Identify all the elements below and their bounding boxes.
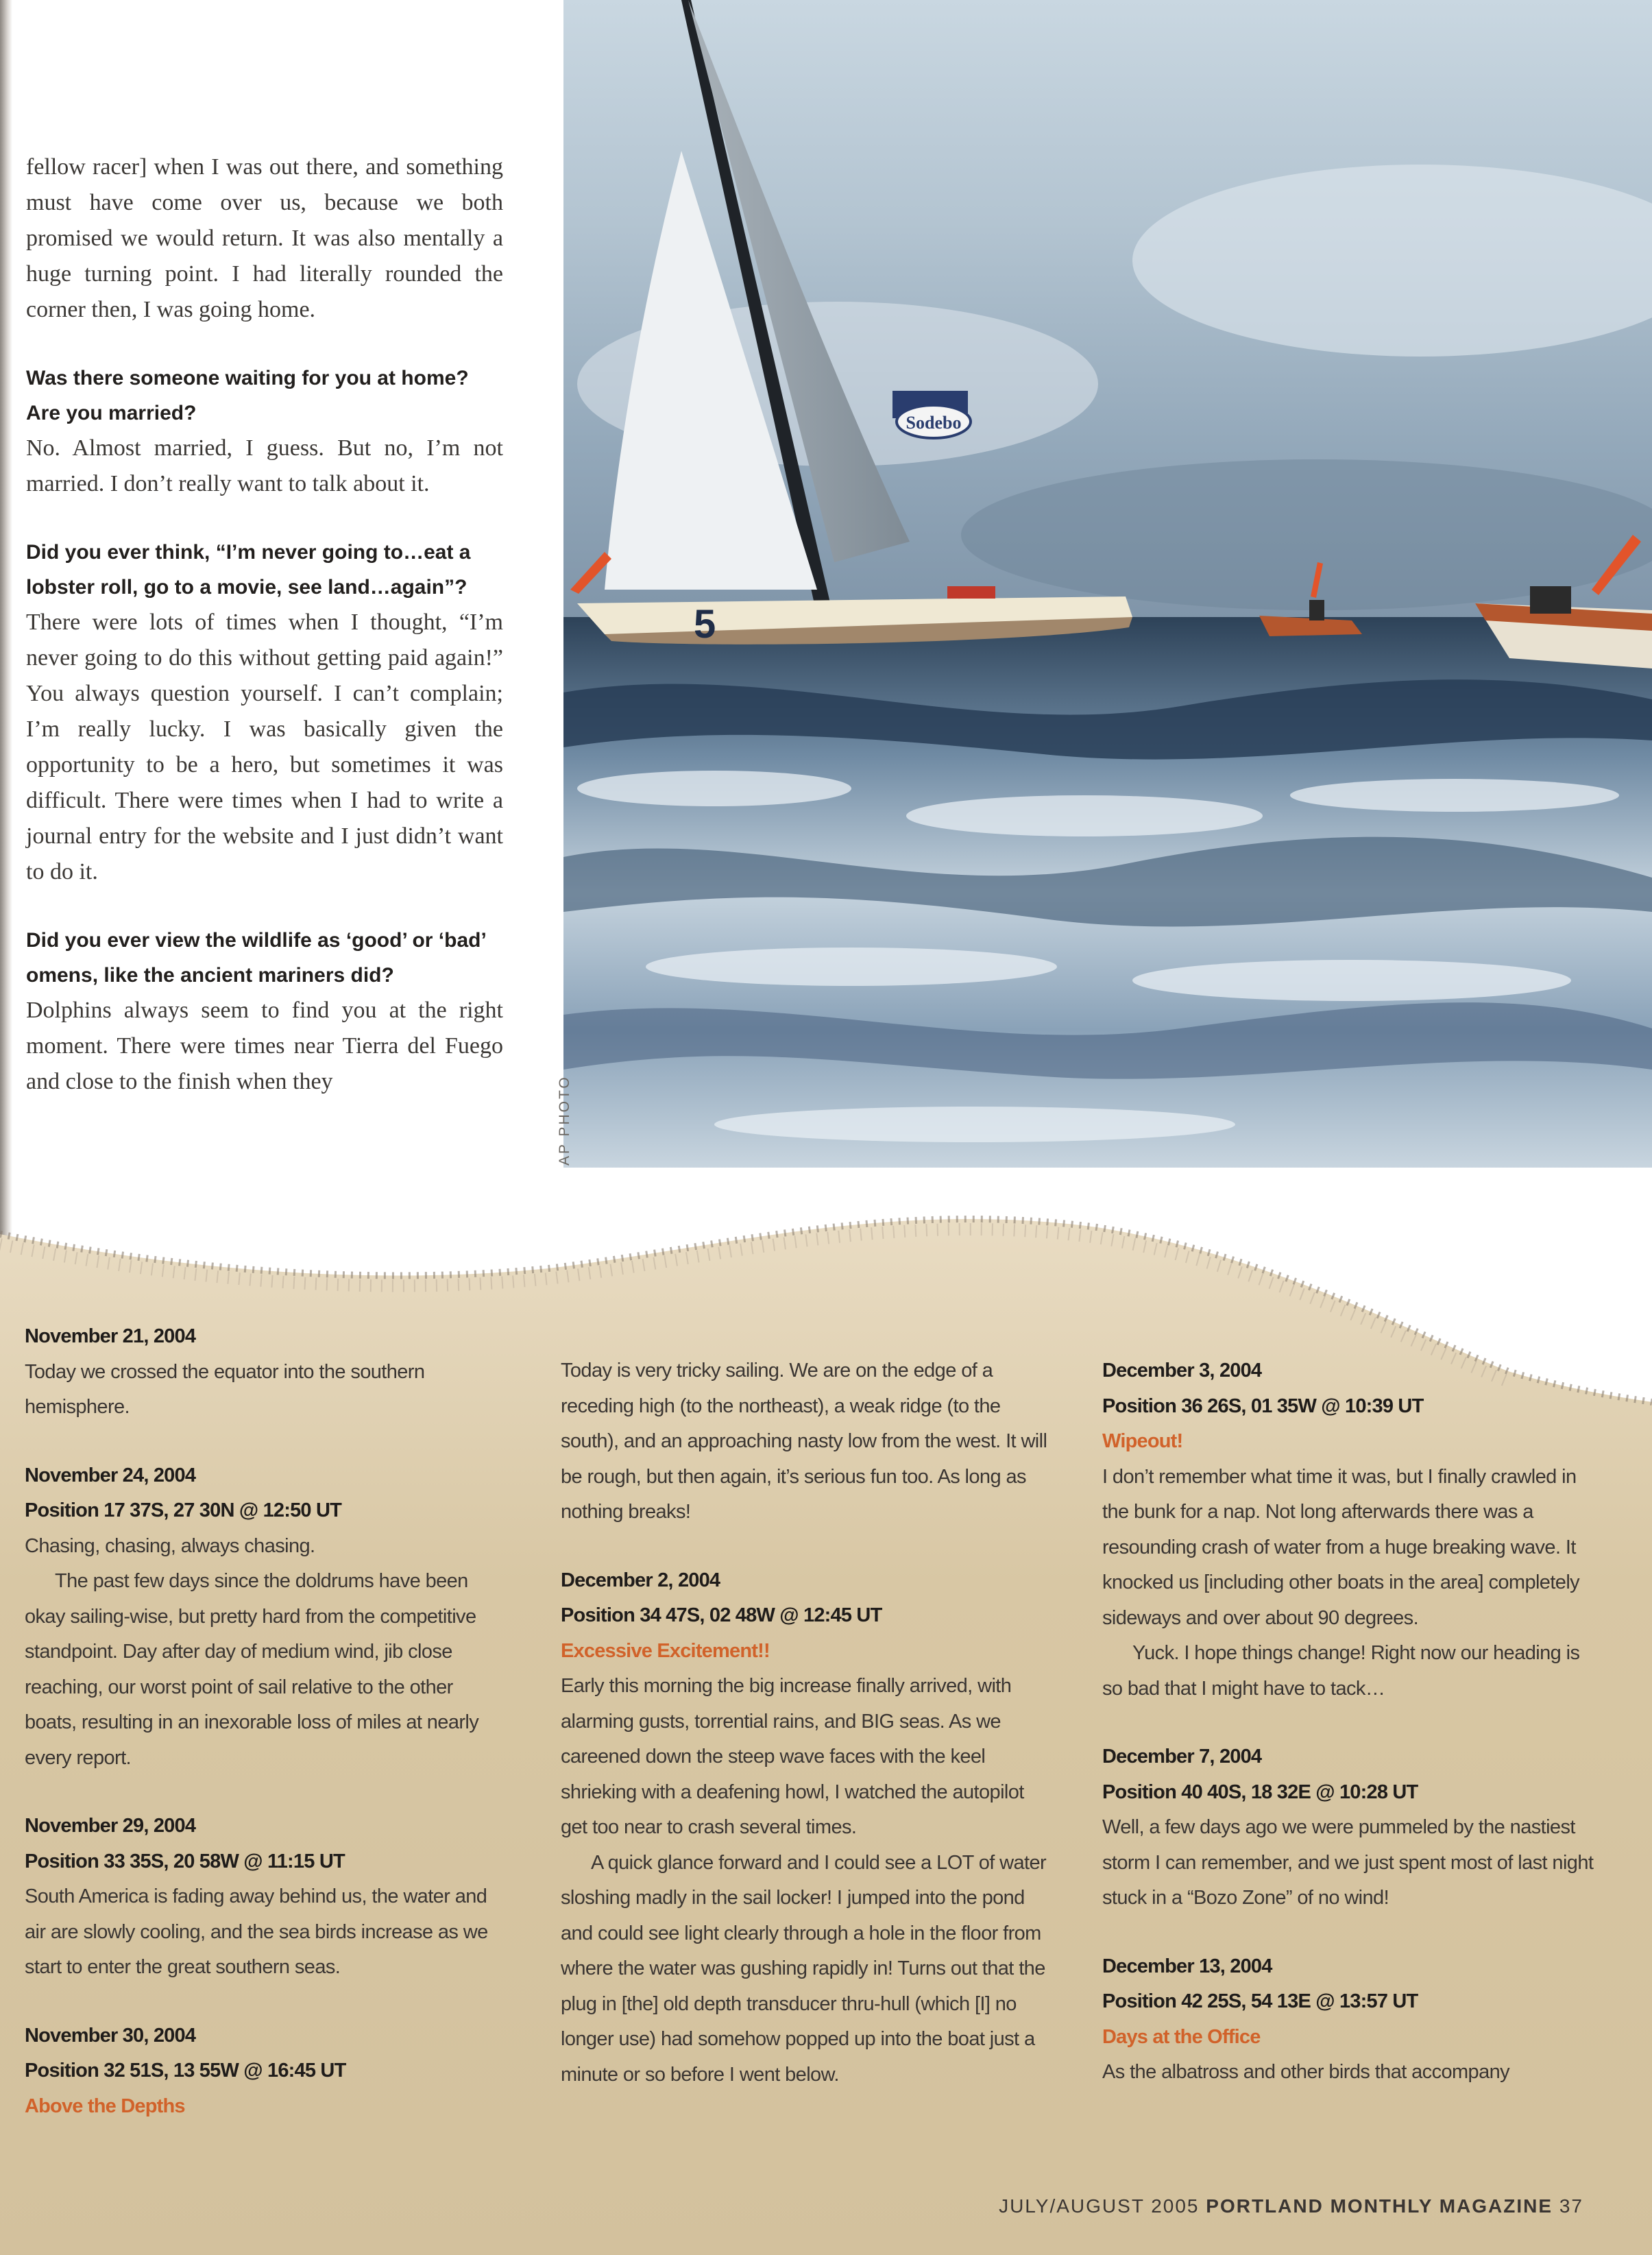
- log-position: Position 32 51S, 13 55W @ 16:45 UT: [25, 2060, 346, 2082]
- sailboat-photo: [563, 0, 1652, 1168]
- log-text: Chasing, chasing, always chasing.: [25, 1534, 315, 1557]
- log-column-2: [561, 1353, 1054, 2125]
- log-date: December 13, 2004: [1102, 1955, 1272, 1977]
- log-entry: [561, 1563, 1054, 2093]
- log-text: Yuck. I hope things change! Right now our heading is so bad that I might have to tack…: [1102, 1642, 1580, 1700]
- log-headline: Wipeout!: [1102, 1430, 1183, 1452]
- log-column-3: [1102, 1353, 1596, 2123]
- interview-answer: There were lots of times when I thought, “I’m never going to do this without getting paid again!” You always question yourself. I can’t complain; I’m really lucky. I was basically given the opportunity to be a hero, but sometimes it was difficult. There were times when I had to write a journal entry for the website and I just didn’t want to do it.: [26, 610, 503, 884]
- interview-question: Was there someone waiting for you at home? Are you married?: [26, 367, 469, 424]
- photo-credit: AP PHOTO: [557, 1075, 572, 1166]
- log-text: Today is very tricky sailing. We are on the edge of a receding high (to the northeast), a weak ridge (to the south), and an approaching nasty low from the west. It will be rough, but then again, it’s serious fun too. As long as nothing breaks!: [561, 1360, 1047, 1523]
- log-date: December 3, 2004: [1102, 1360, 1262, 1382]
- interview-intro: fellow racer] when I was out there, and something must have come over us, because we both promised we would return. It was also mentally a huge turning point. I had literally rounded the corner then, I was going home.: [26, 154, 503, 322]
- log-entry: [25, 1319, 505, 1425]
- log-text: A quick glance forward and I could see a LOT of water sloshing madly in the sail locker! I jumped into the pond and could see light clearly through a hole in the floor from where the water was gushing rapidly in! Turns out that the plug in [the] old depth transducer thru-hull (which [I] no longer use) had somehow popped up into the boat just a minute or so before I went below.: [561, 1851, 1047, 2086]
- log-position: Position 33 35S, 20 58W @ 11:15 UT: [25, 1850, 345, 1872]
- page-number: 37: [1559, 2195, 1583, 2217]
- sail-sponsor-logo: Sodebo: [906, 413, 962, 433]
- log-entry: [25, 2018, 505, 2125]
- log-position: Position 42 25S, 54 13E @ 13:57 UT: [1102, 1990, 1418, 2012]
- log-date: December 2, 2004: [561, 1569, 720, 1591]
- log-date: November 30, 2004: [25, 2024, 196, 2047]
- log-text: South America is fading away behind us, the water and air are slowly cooling, and the sea birds increase as we start to enter the great southern seas.: [25, 1885, 488, 1978]
- log-date: December 7, 2004: [1102, 1746, 1262, 1768]
- issue-date: JULY/AUGUST 2005: [999, 2195, 1200, 2217]
- interview-question: Did you ever think, “I’m never going to…eat a lobster roll, go to a movie, see land…again”?: [26, 541, 471, 599]
- log-entry: [1102, 1353, 1596, 1707]
- log-date: November 21, 2004: [25, 1325, 196, 1347]
- log-entry: [25, 1458, 505, 1776]
- log-headline: Excessive Excitement!!: [561, 1639, 770, 1662]
- log-headline: Above the Depths: [25, 2095, 185, 2117]
- log-position: Position 17 37S, 27 30N @ 12:50 UT: [25, 1499, 342, 1521]
- log-position: Position 34 47S, 02 48W @ 12:45 UT: [561, 1604, 882, 1626]
- log-text: The past few days since the doldrums have been okay sailing-wise, but pretty hard from the competitive standpoint. Day after day of medium wind, jib close reaching, our worst point of sail relative to the other boats, resulting in an inexorable loss of miles at nearly every report.: [25, 1570, 479, 1769]
- log-entry: [1102, 1949, 1596, 2090]
- interview-column: [26, 149, 503, 1100]
- log-column-1: [25, 1319, 505, 2157]
- log-date: November 29, 2004: [25, 1815, 196, 1837]
- log-entry: [561, 1353, 1054, 1530]
- log-text: Today we crossed the equator into the southern hemisphere.: [25, 1360, 425, 1418]
- log-entry: [1102, 1739, 1596, 1916]
- log-entry: [25, 1809, 505, 1986]
- magazine-name: PORTLAND MONTHLY MAGAZINE: [1206, 2195, 1553, 2217]
- interview-answer: No. Almost married, I guess. But no, I’m not married. I don’t really want to talk about it.: [26, 435, 503, 496]
- log-headline: Days at the Office: [1102, 2025, 1261, 2048]
- interview-answer: Dolphins always seem to find you at the right moment. There were times near Tierra del Fuego and close to the finish when they: [26, 998, 503, 1094]
- page-footer: [999, 2195, 1583, 2217]
- interview-question: Did you ever view the wildlife as ‘good’ or ‘bad’ omens, like the ancient mariners did?: [26, 929, 486, 987]
- log-text: Well, a few days ago we were pummeled by the nastiest storm I can remember, and we just spent most of last night stuck in a “Bozo Zone” of no wind!: [1102, 1816, 1594, 1909]
- log-text: I don’t remember what time it was, but I finally crawled in the bunk for a nap. Not long afterwards there was a resounding crash of water from a huge breaking wave. It knocked us [including other boats in the area] completely sideways and over about 90 degrees.: [1102, 1465, 1580, 1629]
- log-text: As the albatross and other birds that accompany: [1102, 2061, 1510, 2083]
- hull-number: 5: [694, 602, 716, 647]
- log-position: Position 36 26S, 01 35W @ 10:39 UT: [1102, 1395, 1424, 1417]
- log-text: Early this morning the big increase finally arrived, with alarming gusts, torrential rains, and BIG seas. As we careened down the steep wave faces with the keel shrieking with a deafening howl, I watched the autopilot get too near to crash several times.: [561, 1675, 1024, 1838]
- log-position: Position 40 40S, 18 32E @ 10:28 UT: [1102, 1781, 1418, 1803]
- log-date: November 24, 2004: [25, 1464, 196, 1486]
